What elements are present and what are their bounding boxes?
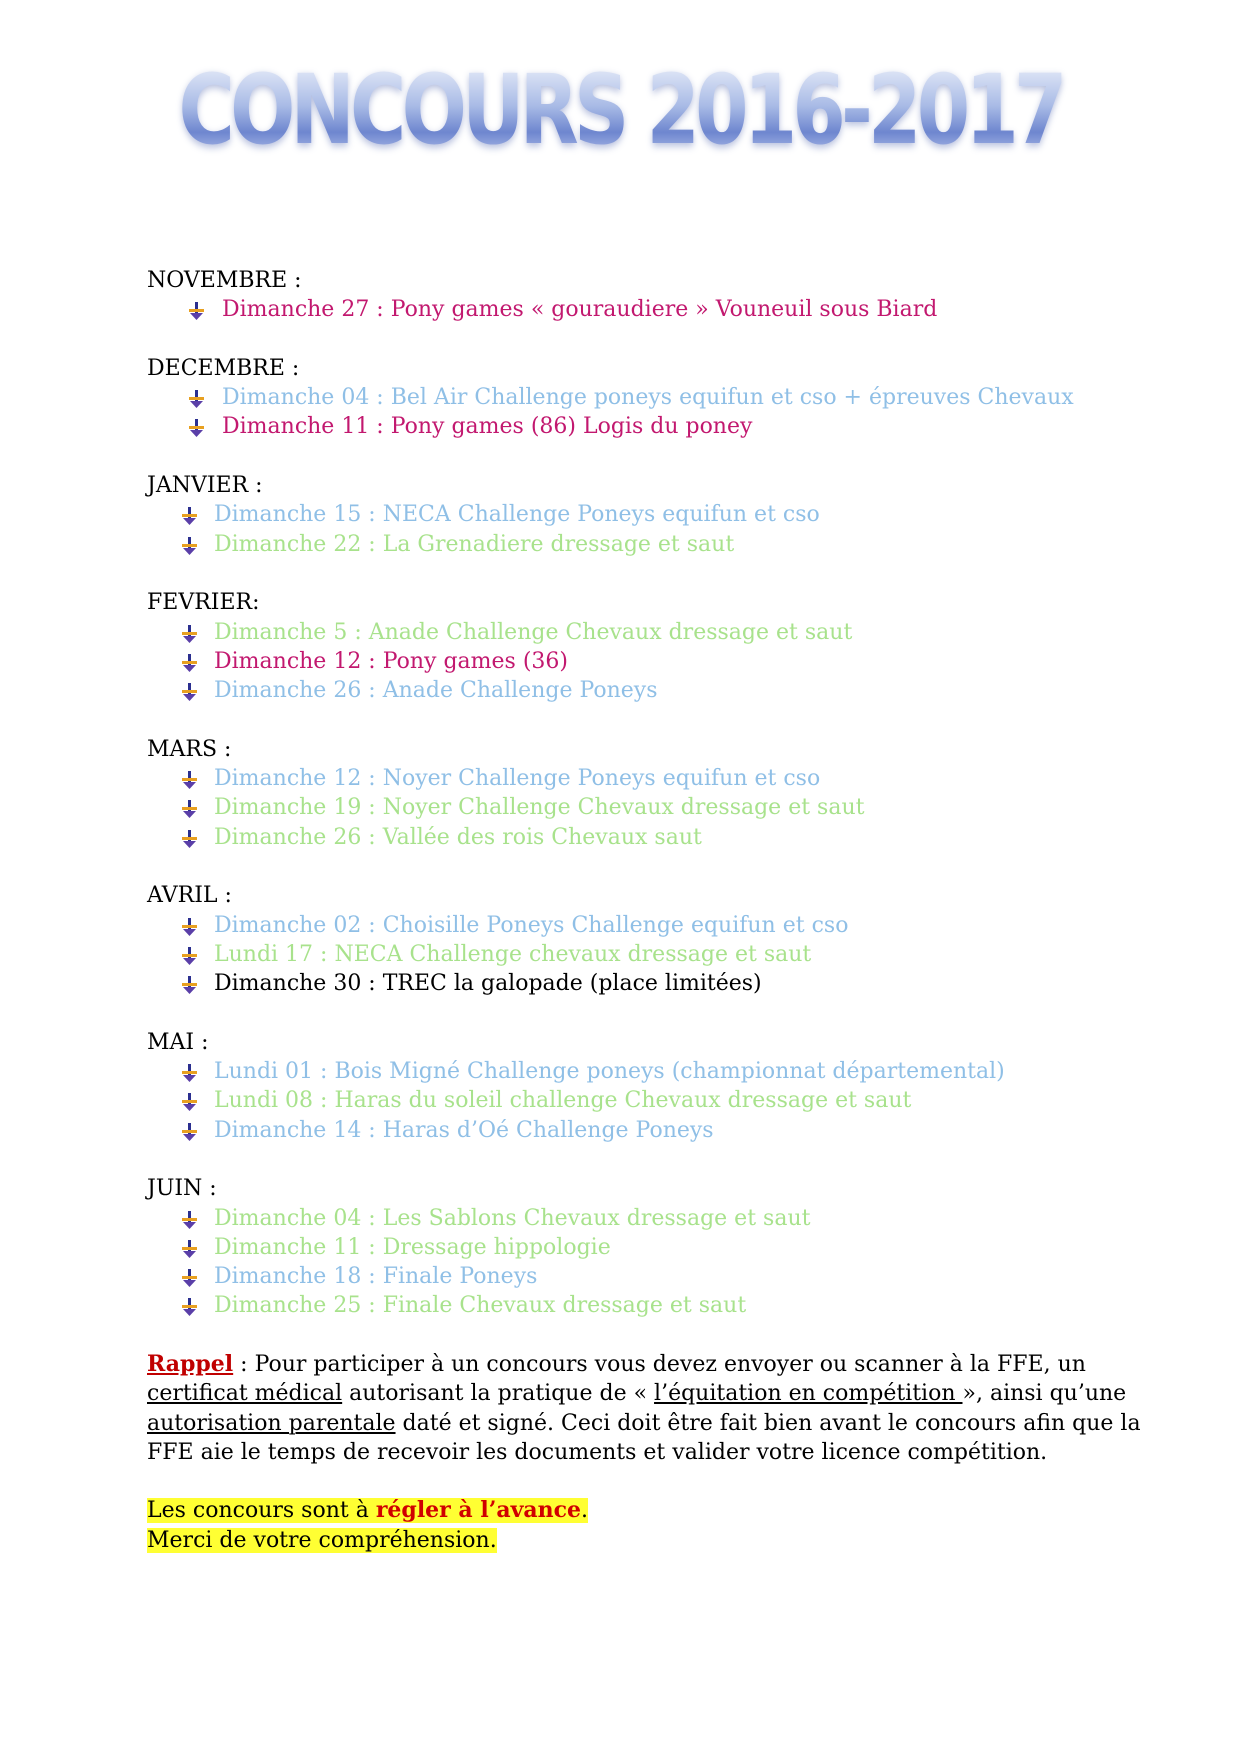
event-item (147, 1291, 1107, 1320)
event-text: Dimanche 5 : Anade Challenge Chevaux dressage et saut (214, 619, 853, 645)
event-text: Dimanche 04 : Les Sablons Chevaux dressage et saut (214, 1205, 811, 1231)
note-line-1 (147, 1496, 1107, 1525)
note-text-1a: Les concours sont à (147, 1498, 376, 1524)
month-heading: JUIN : (147, 1176, 217, 1202)
arrow-down-plus-icon (180, 798, 200, 818)
schedule-content (147, 266, 1141, 1555)
event-text: Dimanche 27 : Pony games « gouraudiere » Vouneuil sous Biard (222, 297, 938, 323)
event-text: Dimanche 12 : Noyer Challenge Poneys equifun et cso (214, 766, 821, 792)
page-title: CONCOURS 2016-2017 (178, 54, 1063, 166)
month-heading: JANVIER : (147, 473, 263, 499)
event-text: Dimanche 14 : Haras d’Oé Challenge Poneys (214, 1117, 714, 1143)
event-item (147, 1057, 1107, 1086)
event-text: Dimanche 15 : NECA Challenge Poneys equifun et cso (214, 502, 820, 528)
note-text-1b: . (581, 1498, 589, 1524)
arrow-down-plus-icon (180, 916, 200, 936)
reminder-text-2a: autorisant la pratique de « (342, 1381, 655, 1407)
arrow-down-plus-icon (180, 623, 200, 643)
arrow-down-plus-icon (180, 535, 200, 555)
arrow-down-plus-icon (180, 1296, 200, 1316)
month-section (147, 1028, 1107, 1145)
event-item (147, 1086, 1107, 1115)
event-text: Lundi 08 : Haras du soleil challenge Chevaux dressage et saut (214, 1088, 912, 1114)
event-text: Dimanche 25 : Finale Chevaux dressage et saut (214, 1293, 747, 1319)
event-text: Dimanche 11 : Pony games (86) Logis du poney (222, 414, 753, 440)
month-heading: MAI : (147, 1029, 209, 1055)
event-text: Lundi 17 : NECA Challenge chevaux dressage et saut (214, 941, 812, 967)
event-item (147, 412, 1107, 441)
event-item (147, 764, 1107, 793)
month-section (147, 1174, 1107, 1320)
event-text: Dimanche 12 : Pony games (36) (214, 648, 568, 674)
event-text: Dimanche 30 : TREC la galopade (place limitées) (214, 971, 762, 997)
reminder-block (147, 1350, 1141, 1467)
reminder-line-4: FFE aie le temps de recevoir les documents et valider votre licence compétition. (147, 1439, 1048, 1465)
event-item (147, 1204, 1107, 1233)
month-section (147, 881, 1107, 998)
autorisation-parentale-text: autorisation parentale (147, 1410, 396, 1436)
event-list (147, 911, 1107, 999)
event-item (147, 793, 1107, 822)
event-text: Dimanche 02 : Choisille Poneys Challenge equifun et cso (214, 912, 849, 938)
month-section (147, 354, 1107, 442)
event-text: Dimanche 19 : Noyer Challenge Chevaux dressage et saut (214, 795, 865, 821)
event-list (147, 764, 1107, 852)
arrow-down-plus-icon (180, 828, 200, 848)
event-item (147, 823, 1107, 852)
event-list (147, 295, 1107, 324)
event-list (147, 1204, 1107, 1321)
note-highlight-1 (147, 1498, 588, 1523)
event-item (147, 676, 1107, 705)
reminder-text-3: daté et signé. Ceci doit être fait bien avant le concours afin que la (395, 1410, 1141, 1436)
month-section (147, 471, 1107, 559)
month-section (147, 735, 1107, 852)
event-item (147, 1233, 1107, 1262)
month-heading: DECEMBRE : (147, 355, 300, 381)
month-heading: AVRIL : (147, 883, 232, 909)
event-item (147, 940, 1107, 969)
arrow-down-plus-icon (187, 388, 207, 408)
arrow-down-plus-icon (180, 1267, 200, 1287)
event-text: Dimanche 11 : Dressage hippologie (214, 1234, 611, 1260)
certificat-medical-text: certificat médical (147, 1381, 343, 1407)
reminder-text-2b: », ainsi qu’une (962, 1381, 1127, 1407)
title-wrapper (0, 54, 1241, 166)
month-heading: FEVRIER: (147, 590, 260, 616)
reminder-text-1: : Pour participer à un concours vous devez envoyer ou scanner à la FFE, un (233, 1351, 1086, 1377)
arrow-down-plus-icon (180, 974, 200, 994)
reminder-line-2 (147, 1379, 1127, 1408)
event-item (147, 500, 1107, 529)
event-text: Dimanche 04 : Bel Air Challenge poneys equifun et cso + épreuves Chevaux (222, 385, 1074, 411)
event-list (147, 500, 1107, 559)
event-text: Lundi 01 : Bois Migné Challenge poneys (championnat départemental) (214, 1059, 1005, 1085)
arrow-down-plus-icon (180, 681, 200, 701)
event-item (147, 530, 1107, 559)
event-item (147, 1262, 1107, 1291)
arrow-down-plus-icon (187, 417, 207, 437)
event-item (147, 1116, 1107, 1145)
arrow-down-plus-icon (180, 1121, 200, 1141)
arrow-down-plus-icon (180, 1209, 200, 1229)
month-heading: MARS : (147, 736, 232, 762)
reminder-line-3 (147, 1409, 1141, 1438)
note-line-2 (147, 1526, 1107, 1555)
month-section (147, 588, 1107, 705)
arrow-down-plus-icon (180, 769, 200, 789)
month-list (147, 266, 1107, 1321)
event-item (147, 295, 1107, 324)
event-item (147, 618, 1107, 647)
arrow-down-plus-icon (180, 1091, 200, 1111)
arrow-down-plus-icon (180, 945, 200, 965)
event-item (147, 911, 1107, 940)
arrow-down-plus-icon (180, 652, 200, 672)
payment-note (147, 1496, 1107, 1555)
event-item (147, 647, 1107, 676)
event-item (147, 969, 1107, 998)
reminder-line-1 (147, 1350, 1107, 1379)
note-text-2: Merci de votre compréhension. (147, 1527, 497, 1553)
event-text: Dimanche 22 : La Grenadiere dressage et saut (214, 531, 735, 557)
month-heading: NOVEMBRE : (147, 268, 302, 293)
arrow-down-plus-icon (180, 505, 200, 525)
event-list (147, 1057, 1107, 1145)
event-text: Dimanche 18 : Finale Poneys (214, 1264, 538, 1290)
month-section (147, 266, 1107, 325)
rappel-label: Rappel (147, 1350, 234, 1377)
regler-avance-text: régler à l’avance (375, 1497, 582, 1524)
event-text: Dimanche 26 : Vallée des rois Chevaux saut (214, 824, 702, 850)
event-list (147, 618, 1107, 706)
event-item (147, 383, 1107, 412)
arrow-down-plus-icon (180, 1062, 200, 1082)
event-list (147, 383, 1107, 442)
event-text: Dimanche 26 : Anade Challenge Poneys (214, 678, 658, 704)
arrow-down-plus-icon (180, 1238, 200, 1258)
equitation-competition-text: l’équitation en compétition (654, 1381, 963, 1407)
arrow-down-plus-icon (187, 300, 207, 320)
